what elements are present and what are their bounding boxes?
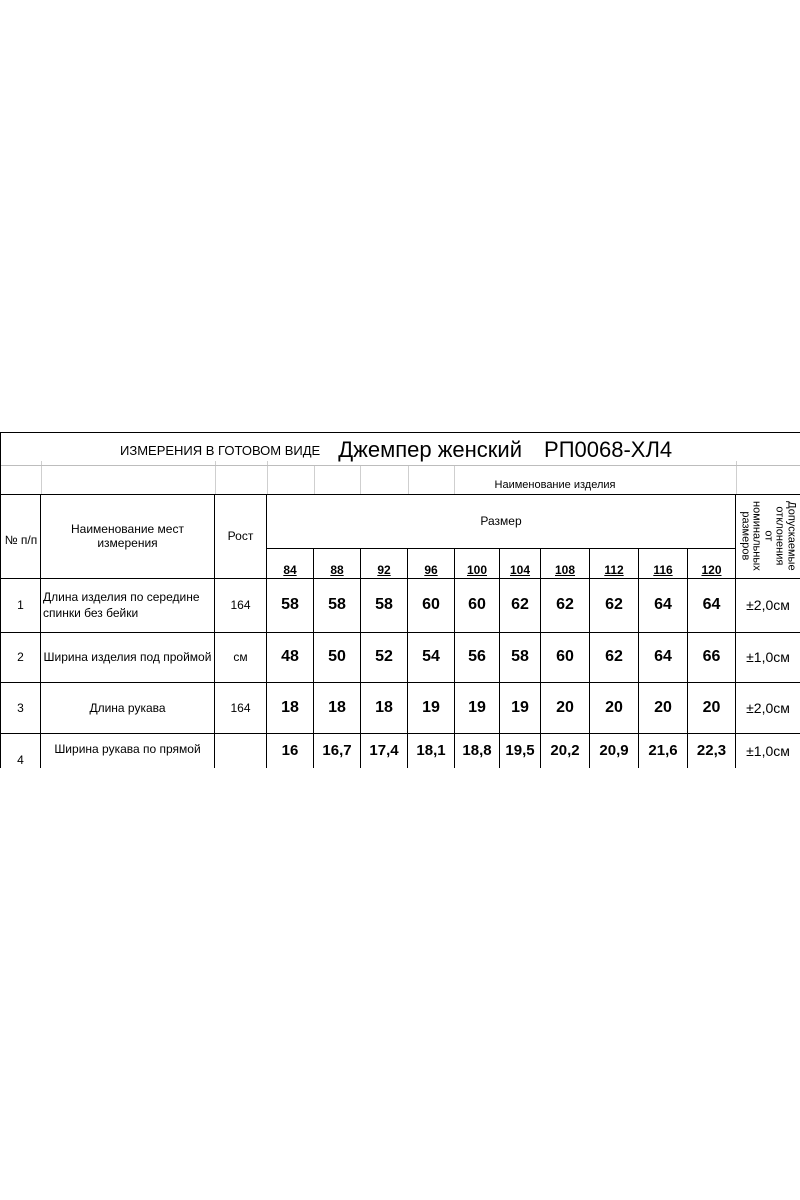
row-height: 164 [230,598,251,612]
size-value: 64 [654,596,672,613]
size-value: 62 [605,648,623,665]
grid-line [360,465,361,494]
size-value: 20,2 [550,742,580,759]
size-value: 16,7 [322,742,352,759]
size-value: 58 [511,648,529,665]
table-border-top [0,432,800,433]
row-height: 164 [230,700,251,715]
measurement-name: Длина рукава [89,700,166,715]
size-value: 17,4 [369,742,399,759]
size-value: 62 [556,596,574,613]
size-value: 20 [605,698,623,716]
size-value: 48 [281,648,299,665]
size-label: 116 [653,563,673,577]
size-value: 18 [328,698,346,716]
size-value: 19 [511,698,529,716]
grid-line [267,548,736,549]
grid-line [408,465,409,494]
size-value: 52 [375,648,393,665]
size-value: 64 [654,648,672,665]
size-value: 56 [468,648,486,665]
measurement-name: Ширина изделия под проймой [43,650,212,664]
col-header-tolerance [736,494,800,578]
size-label: 84 [283,563,297,577]
size-value: 18 [281,698,299,716]
size-value: 19,5 [505,742,535,759]
size-value: 20 [654,698,672,716]
size-value: 21,6 [648,742,678,759]
size-value: 64 [702,596,721,613]
row-number: 3 [17,700,24,715]
measurement-name: Длина изделия по середине спинки без бейки [43,589,200,620]
col-header-product-group: Наименование изделия [494,479,616,491]
size-value: 60 [468,596,486,613]
grid-line [0,465,800,466]
col-header-num: № п/п [4,532,38,547]
size-value: 60 [556,648,574,665]
size-value: 58 [375,596,393,613]
size-value: 19 [422,698,440,716]
col-header-height: Рост [227,529,254,543]
size-value: 18,1 [416,742,446,759]
row-number: 2 [17,650,24,664]
size-value: 22,3 [696,742,727,759]
size-value: 20 [556,698,574,716]
size-value: 62 [605,596,623,613]
size-label: 96 [424,563,438,577]
size-label: 120 [701,563,722,577]
col-header-tolerance-text: Допускаемые отклонения от номинальных размеров [739,501,798,571]
measurement-table [0,432,800,768]
measurement-name: Ширина рукава по прямой [54,741,201,756]
tolerance-value: ±1,0см [746,649,790,665]
size-value: 18 [375,698,393,716]
size-label: 108 [554,563,576,577]
size-value: 58 [328,596,346,613]
size-label: 112 [604,563,624,577]
size-value: 18,8 [462,742,492,759]
size-label: 100 [466,563,488,577]
size-value: 16 [281,742,299,759]
product-code: РП0068-ХЛ4 [544,437,673,462]
size-value: 20 [702,698,721,716]
size-value: 50 [328,648,346,665]
row-height: см [233,650,248,664]
size-value: 20,9 [599,742,629,759]
size-value: 66 [702,648,721,665]
size-value: 58 [281,596,299,613]
product-name: Джемпер женский [338,437,523,462]
title-label: ИЗМЕРЕНИЯ В ГОТОВОМ ВИДЕ [120,442,321,458]
size-value: 19 [468,698,486,716]
size-label: 104 [509,563,531,577]
size-label: 92 [377,563,391,577]
tolerance-value: ±2,0см [746,699,790,716]
col-header-name: Наименование мест измерения [71,522,184,550]
size-label: 88 [330,563,344,577]
tolerance-value: ±1,0см [746,742,790,759]
page-title [120,436,720,464]
col-header-size-group: Размер [480,514,522,528]
size-value: 60 [422,596,440,613]
grid-line [314,465,315,494]
row-number: 4 [17,752,24,767]
size-value: 62 [511,596,529,613]
tolerance-value: ±2,0см [746,597,790,613]
row-number: 1 [17,598,24,612]
size-value: 54 [422,648,440,665]
